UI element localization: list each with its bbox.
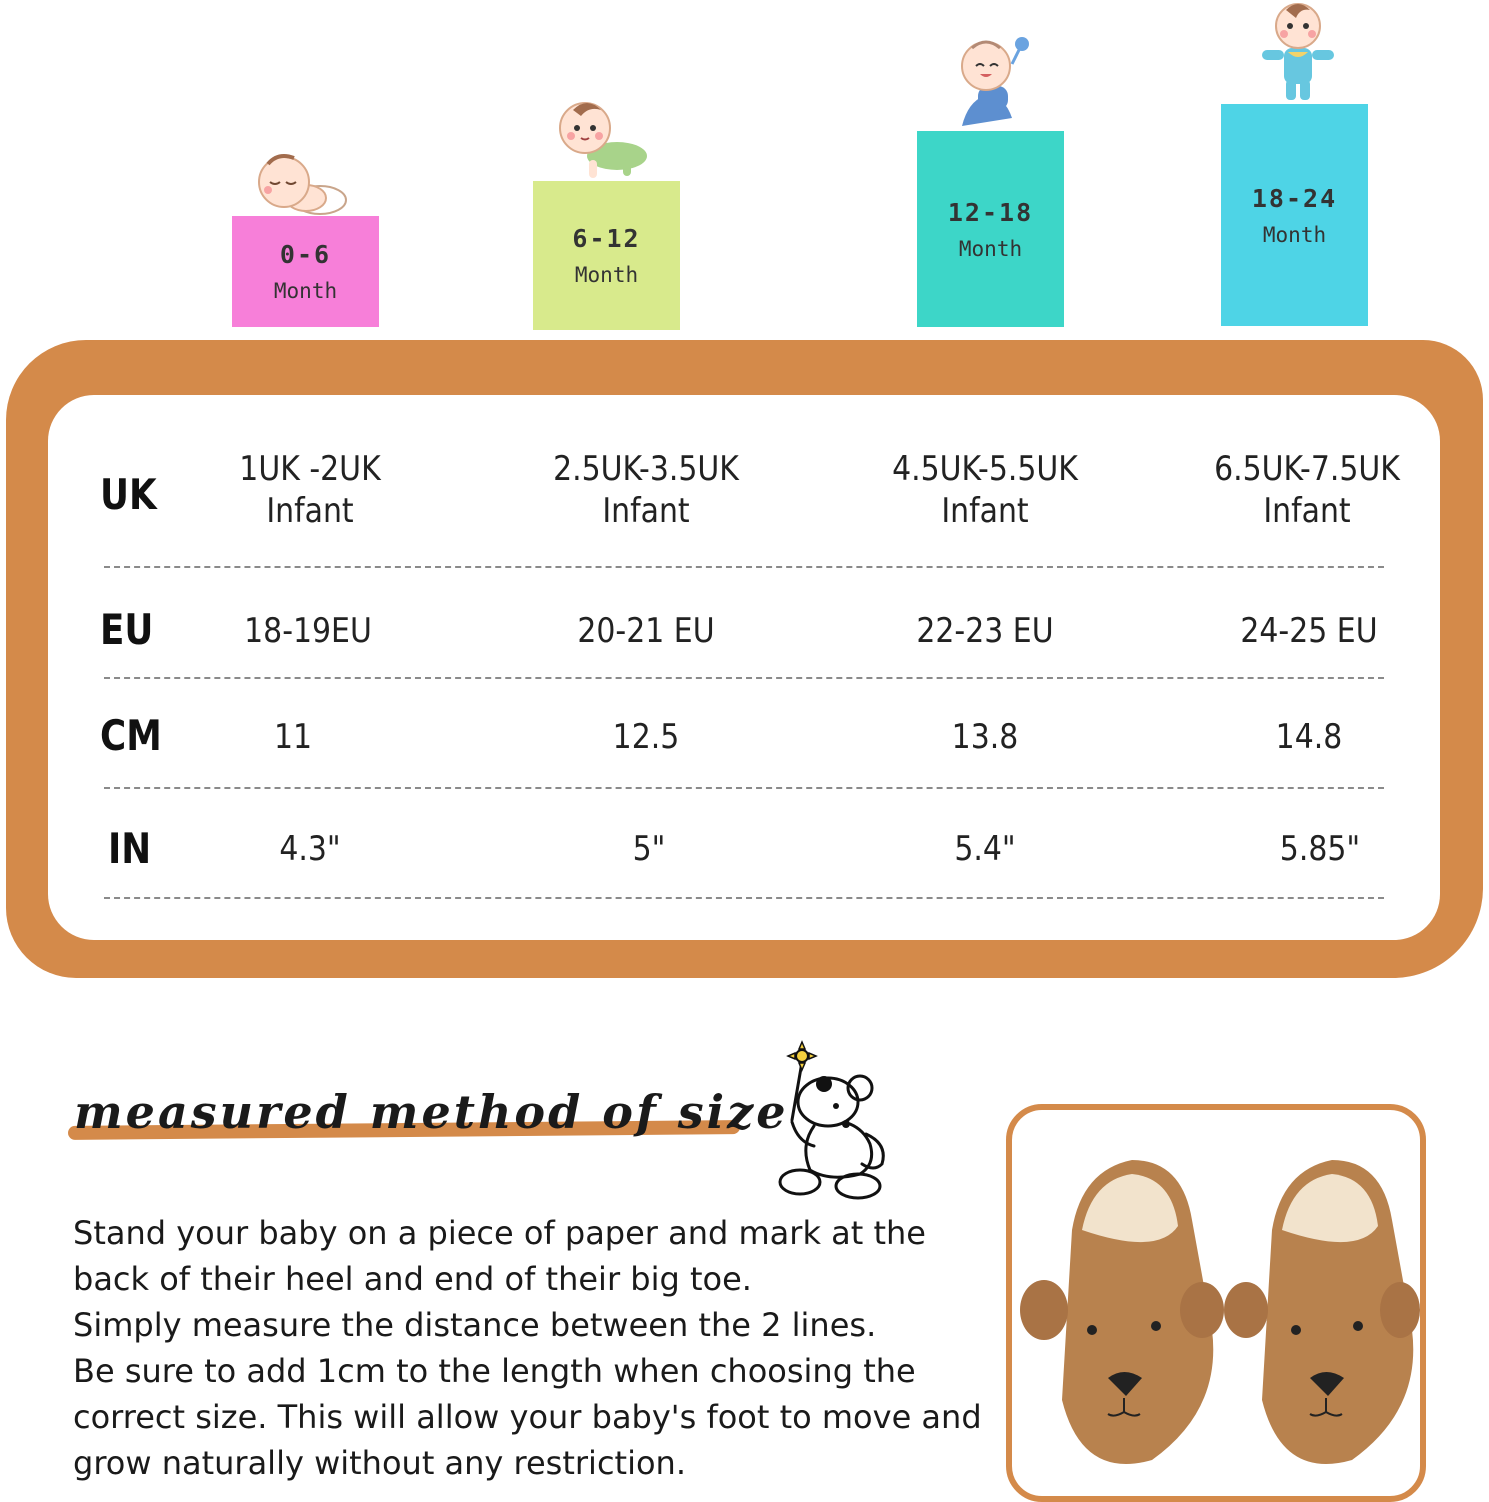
- row-divider: [104, 787, 1384, 789]
- sitting-baby-icon: [948, 34, 1038, 130]
- uk-note: Infant: [266, 491, 354, 531]
- eu-cell: 20-21 EU: [577, 611, 715, 651]
- instruction-line: Simply measure the distance between the 2 lines.: [73, 1306, 877, 1344]
- uk-cell: [1162, 448, 1452, 532]
- uk-size: 6.5UK-7.5UK: [1214, 449, 1400, 489]
- bear-shoes-image: [1012, 1110, 1420, 1496]
- standing-baby-icon: [1256, 0, 1340, 104]
- age-unit: Month: [273, 279, 338, 303]
- age-range: 12-18: [947, 197, 1034, 227]
- instruction-line: Be sure to add 1cm to the length when choosing the correct size. This will allow your baby's foot to move and grow naturally without any restriction.: [73, 1352, 982, 1482]
- measure-heading-block: [68, 1085, 789, 1155]
- uk-note: Infant: [941, 491, 1029, 531]
- measure-instructions: [73, 1210, 983, 1486]
- in-cell: 4.3": [279, 829, 341, 869]
- eu-cell: 18-19EU: [244, 611, 372, 651]
- row-label-in: IN: [108, 824, 152, 873]
- row-label-uk: UK: [100, 470, 157, 519]
- uk-size: 1UK -2UK: [239, 449, 381, 489]
- uk-cell: [165, 448, 455, 532]
- uk-size: 2.5UK-3.5UK: [553, 449, 739, 489]
- age-range: 0-6: [279, 240, 332, 269]
- uk-cell: [840, 448, 1130, 532]
- measure-heading: measured method of size: [74, 1085, 789, 1139]
- product-image-frame: [1006, 1104, 1426, 1502]
- uk-note: Infant: [1263, 491, 1351, 531]
- bear-with-flower-icon: [770, 1040, 900, 1205]
- cm-cell: 13.8: [951, 717, 1019, 757]
- uk-size: 4.5UK-5.5UK: [892, 449, 1078, 489]
- row-divider: [104, 677, 1384, 679]
- eu-cell: 22-23 EU: [916, 611, 1054, 651]
- age-block-12-18: [917, 131, 1064, 327]
- age-unit: Month: [958, 236, 1023, 261]
- uk-note: Infant: [602, 491, 690, 531]
- age-block-18-24: [1221, 104, 1368, 326]
- age-range: 18-24: [1251, 183, 1338, 213]
- age-block-6-12: [533, 181, 680, 330]
- age-unit: Month: [574, 263, 639, 287]
- sleeping-baby-icon: [250, 150, 350, 218]
- age-unit: Month: [1262, 222, 1327, 247]
- age-block-0-6: [232, 216, 379, 327]
- cm-cell: 11: [273, 717, 313, 757]
- in-cell: 5.4": [954, 829, 1016, 869]
- in-cell: 5": [632, 829, 666, 869]
- eu-cell: 24-25 EU: [1240, 611, 1378, 651]
- age-range: 6-12: [572, 224, 641, 253]
- row-divider: [104, 897, 1384, 899]
- cm-cell: 12.5: [612, 717, 680, 757]
- crawling-baby-icon: [553, 98, 653, 182]
- cm-cell: 14.8: [1275, 717, 1343, 757]
- instruction-line: Stand your baby on a piece of paper and mark at the back of their heel and end of their big toe.: [73, 1214, 926, 1298]
- in-cell: 5.85": [1279, 829, 1361, 869]
- row-label-cm: CM: [100, 711, 162, 760]
- uk-cell: [501, 448, 791, 532]
- row-divider: [104, 566, 1384, 568]
- row-label-eu: EU: [100, 605, 154, 654]
